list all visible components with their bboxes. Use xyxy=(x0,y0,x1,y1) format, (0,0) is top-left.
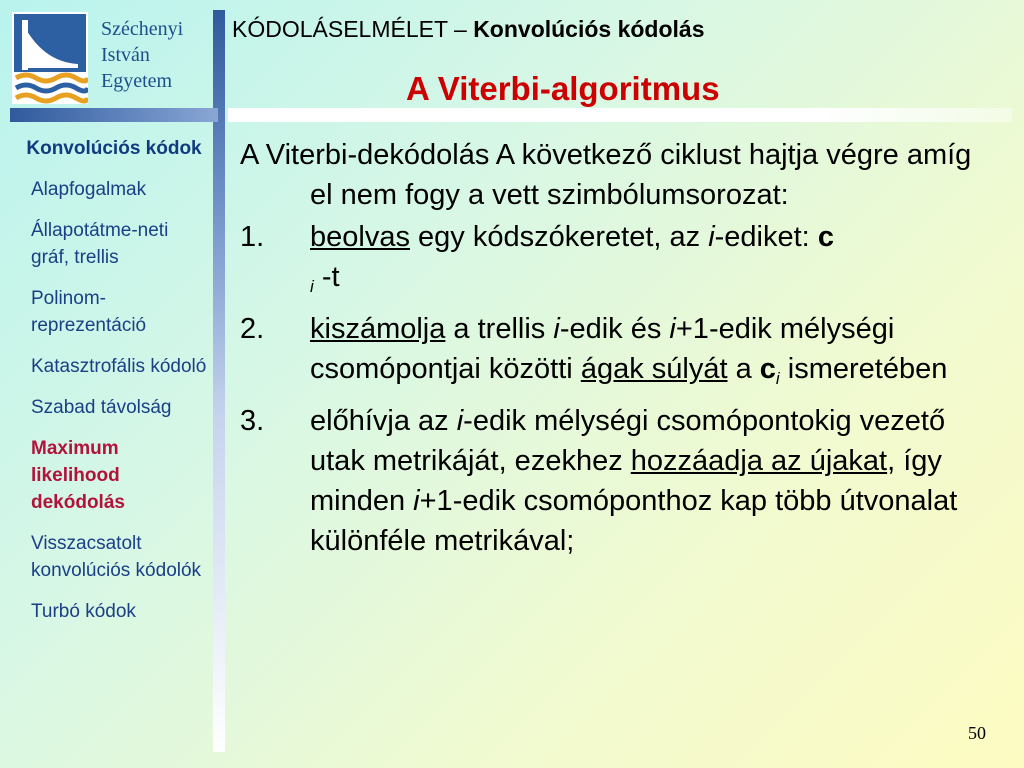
sidebar-nav xyxy=(18,135,210,639)
subscript-index: i xyxy=(310,277,314,296)
list-text xyxy=(310,217,1000,307)
sidebar-item-maximum-likelihood[interactable]: Maximum likelihood dekódolás xyxy=(31,438,125,513)
text-run: , így minden xyxy=(310,445,942,517)
logo-line-2: István xyxy=(101,44,150,66)
sidebar-item-katasztrofalis-kodolo[interactable]: Katasztrofális kódoló xyxy=(31,356,207,377)
intro-paragraph: A Viterbi-dekódolás A következő ciklust hajtja végre amíg el nem fogy a vett szimbólumsorozat: xyxy=(240,139,972,211)
logo-line-3: Egyetem xyxy=(101,70,173,92)
text-run: ismeretében xyxy=(779,353,948,385)
sidebar-item-polinom-reprezentacio[interactable]: Polinom-reprezentáció xyxy=(31,288,147,336)
bridge-logo-icon xyxy=(12,12,88,104)
underlined-term: beolvas xyxy=(310,221,410,253)
italic-index: i xyxy=(413,485,420,517)
text-run: +1-edik mélységi csomópontjai közötti xyxy=(310,313,895,385)
list-item-3 xyxy=(240,401,1000,561)
underlined-term: ágak súlyát xyxy=(580,353,728,385)
italic-index: i xyxy=(553,313,560,345)
slide-body xyxy=(240,135,1000,561)
course-name: KÓDOLÁSELMÉLET – xyxy=(232,16,467,42)
list-number: 2. xyxy=(240,313,265,345)
slide-header xyxy=(232,16,705,43)
list-text xyxy=(310,309,1000,399)
underlined-term: kiszámolja xyxy=(310,313,446,345)
text-run: előhívja az xyxy=(310,405,457,437)
slide-title: A Viterbi-algoritmus xyxy=(406,70,720,107)
university-name xyxy=(101,16,183,94)
sidebar-item-konvolucios-kodok[interactable]: Konvolúciós kódok xyxy=(26,138,202,159)
list-number: 1. xyxy=(240,221,265,253)
text-run: -edik mélységi csomópontokig vezető utak metrikáját, ezekhez xyxy=(310,405,946,477)
sidebar-header-bar xyxy=(10,108,218,122)
codeword-symbol: c xyxy=(817,221,834,253)
university-logo xyxy=(10,10,220,105)
text-run: -ediket: xyxy=(714,221,818,253)
text-run: -edik és xyxy=(559,313,670,345)
sidebar-item-turbo-kodok[interactable]: Turbó kódok xyxy=(31,601,136,622)
sidebar-item-szabad-tavolsag[interactable]: Szabad távolság xyxy=(31,397,172,418)
logo-line-1: Széchenyi xyxy=(101,18,184,40)
list-text xyxy=(310,401,1000,561)
list-number: 3. xyxy=(240,405,265,437)
text-run: -t xyxy=(313,261,340,293)
sidebar-item-allapotatmeneti-graf[interactable]: Állapotátme-neti gráf, trellis xyxy=(31,220,169,268)
topic-name: Konvolúciós kódolás xyxy=(473,16,705,42)
list-item-1 xyxy=(240,217,1000,307)
sidebar-item-visszacsatolt-kodolok[interactable]: Visszacsatolt konvolúciós kódolók xyxy=(31,533,202,581)
codeword-symbol: c xyxy=(759,353,776,385)
text-run: a trellis xyxy=(445,313,554,345)
italic-index: i xyxy=(456,405,464,437)
title-underline-bar xyxy=(228,108,1012,122)
text-run: +1-edik csomóponthoz kap több útvonalat különféle metrikával; xyxy=(310,485,958,557)
italic-index: i xyxy=(708,221,715,253)
italic-index: i xyxy=(669,313,676,345)
subscript-index: i xyxy=(775,369,780,388)
underlined-term: hozzáadja az újakat xyxy=(630,445,888,477)
list-item-2 xyxy=(240,309,1000,399)
sidebar-item-alapfogalmak[interactable]: Alapfogalmak xyxy=(31,179,147,200)
text-run: a xyxy=(727,353,760,385)
text-run: egy kódszókeretet, az xyxy=(409,221,709,253)
page-number: 50 xyxy=(968,723,986,743)
